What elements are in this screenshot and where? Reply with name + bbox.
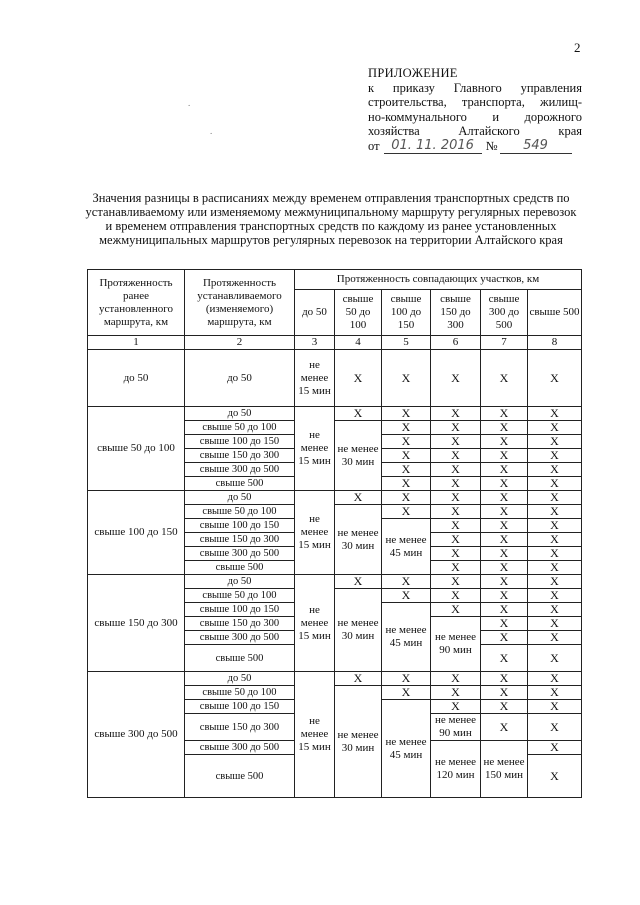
appendix-heading: ПРИЛОЖЕНИЕ xyxy=(368,66,458,80)
appendix-line: хозяйства Алтайского края xyxy=(368,124,582,138)
column-number: 7 xyxy=(481,336,528,350)
inner-label: до 50 xyxy=(185,350,295,407)
order-date-number-row xyxy=(368,139,582,154)
x-cell: Х xyxy=(481,645,528,672)
inner-label: свыше 300 до 500 xyxy=(185,741,295,755)
x-cell: Х xyxy=(431,350,481,407)
column-number: 3 xyxy=(295,336,335,350)
header-overlap-col: свыше 300 до 500 xyxy=(481,290,528,336)
x-cell: Х xyxy=(481,505,528,519)
x-cell: Х xyxy=(528,645,582,672)
inner-label: свыше 50 до 100 xyxy=(185,589,295,603)
x-cell: Х xyxy=(481,631,528,645)
x-cell: Х xyxy=(382,491,431,505)
appendix-line: но-коммунального и дорожного xyxy=(368,109,582,124)
time-cell: не менее 30 мин xyxy=(335,505,382,575)
x-cell: Х xyxy=(382,407,431,421)
time-cell: не менее 15 мин xyxy=(295,575,335,672)
x-cell: Х xyxy=(431,505,481,519)
header-overlap-col: до 50 xyxy=(295,290,335,336)
time-cell: не менее 15 мин xyxy=(295,407,335,491)
x-cell: Х xyxy=(528,421,582,435)
time-cell: не менее 90 мин xyxy=(431,714,481,741)
x-cell: Х xyxy=(382,589,431,603)
inner-label: свыше 300 до 500 xyxy=(185,631,295,645)
x-cell: Х xyxy=(481,700,528,714)
x-cell: Х xyxy=(481,350,528,407)
x-cell: Х xyxy=(528,463,582,477)
inner-label: свыше 300 до 500 xyxy=(185,547,295,561)
x-cell: Х xyxy=(431,519,481,533)
from-label: от xyxy=(368,139,380,153)
x-cell: Х xyxy=(382,463,431,477)
x-cell: Х xyxy=(481,575,528,589)
time-cell: не менее 15 мин xyxy=(295,350,335,407)
group-label: свыше 300 до 500 xyxy=(88,672,185,798)
time-cell: не менее 45 мин xyxy=(382,700,431,798)
x-cell: Х xyxy=(431,575,481,589)
number-label: № xyxy=(485,139,498,153)
x-cell: Х xyxy=(528,700,582,714)
x-cell: Х xyxy=(528,435,582,449)
column-number: 8 xyxy=(528,336,582,350)
x-cell: Х xyxy=(431,561,481,575)
x-cell: Х xyxy=(528,617,582,631)
inner-label: свыше 500 xyxy=(185,477,295,491)
inner-label: свыше 150 до 300 xyxy=(185,449,295,463)
x-cell: Х xyxy=(431,421,481,435)
handwritten-date: 01. 11. 2016 xyxy=(384,139,482,154)
inner-label: до 50 xyxy=(185,575,295,589)
inner-label: свыше 500 xyxy=(185,561,295,575)
x-cell: Х xyxy=(528,449,582,463)
header-prev-route-length: Протяженность ранее установленного маршрута, км xyxy=(88,270,185,336)
x-cell: Х xyxy=(528,547,582,561)
x-cell: Х xyxy=(481,714,528,741)
time-cell: не менее 150 мин xyxy=(481,741,528,798)
x-cell: Х xyxy=(431,700,481,714)
x-cell: Х xyxy=(528,603,582,617)
x-cell: Х xyxy=(335,350,382,407)
inner-label: свыше 500 xyxy=(185,755,295,798)
header-overlap-col: свыше 50 до 100 xyxy=(335,290,382,336)
x-cell: Х xyxy=(528,575,582,589)
inner-label: свыше 100 до 150 xyxy=(185,435,295,449)
x-cell: Х xyxy=(528,477,582,491)
x-cell: Х xyxy=(382,686,431,700)
group-label: свыше 100 до 150 xyxy=(88,491,185,575)
time-cell: не менее 45 мин xyxy=(382,603,431,672)
inner-label: свыше 100 до 150 xyxy=(185,700,295,714)
x-cell: Х xyxy=(481,421,528,435)
inner-label: свыше 100 до 150 xyxy=(185,603,295,617)
x-cell: Х xyxy=(528,741,582,755)
x-cell: Х xyxy=(528,561,582,575)
time-cell: не менее 30 мин xyxy=(335,421,382,491)
group-label: свыше 150 до 300 xyxy=(88,575,185,672)
x-cell: Х xyxy=(528,714,582,741)
x-cell: Х xyxy=(528,533,582,547)
schedule-difference-table xyxy=(87,269,582,798)
x-cell: Х xyxy=(382,435,431,449)
x-cell: Х xyxy=(335,672,382,686)
group-label: до 50 xyxy=(88,350,185,407)
handwritten-number: 549 xyxy=(500,139,572,154)
time-cell: не менее 15 мин xyxy=(295,491,335,575)
group-label: свыше 50 до 100 xyxy=(88,407,185,491)
x-cell: Х xyxy=(528,407,582,421)
inner-label: свыше 100 до 150 xyxy=(185,519,295,533)
column-number: 2 xyxy=(185,336,295,350)
inner-label: до 50 xyxy=(185,407,295,421)
x-cell: Х xyxy=(481,617,528,631)
x-cell: Х xyxy=(528,350,582,407)
inner-label: свыше 50 до 100 xyxy=(185,686,295,700)
x-cell: Х xyxy=(481,547,528,561)
x-cell: Х xyxy=(481,533,528,547)
x-cell: Х xyxy=(528,672,582,686)
x-cell: Х xyxy=(481,672,528,686)
appendix-line: к приказу Главного управления xyxy=(368,80,582,95)
x-cell: Х xyxy=(431,477,481,491)
x-cell: Х xyxy=(481,603,528,617)
x-cell: Х xyxy=(431,603,481,617)
page-number: 2 xyxy=(574,40,581,55)
x-cell: Х xyxy=(481,561,528,575)
inner-label: до 50 xyxy=(185,672,295,686)
x-cell: Х xyxy=(528,686,582,700)
time-cell: не менее 30 мин xyxy=(335,589,382,672)
appendix-line: строительства, транспорта, жилищ- xyxy=(368,95,582,109)
x-cell: Х xyxy=(528,505,582,519)
x-cell: Х xyxy=(528,589,582,603)
inner-label: свыше 500 xyxy=(185,645,295,672)
x-cell: Х xyxy=(431,533,481,547)
header-overlap-col: свыше 100 до 150 xyxy=(382,290,431,336)
time-cell: не менее 30 мин xyxy=(335,686,382,798)
inner-label: свыше 50 до 100 xyxy=(185,505,295,519)
x-cell: Х xyxy=(481,435,528,449)
x-cell: Х xyxy=(431,672,481,686)
x-cell: Х xyxy=(481,519,528,533)
column-number: 1 xyxy=(88,336,185,350)
x-cell: Х xyxy=(382,575,431,589)
stray-mark: . xyxy=(188,98,191,108)
x-cell: Х xyxy=(431,449,481,463)
time-cell: не менее 120 мин xyxy=(431,741,481,798)
column-number: 6 xyxy=(431,336,481,350)
x-cell: Х xyxy=(481,491,528,505)
x-cell: Х xyxy=(528,519,582,533)
x-cell: Х xyxy=(481,477,528,491)
x-cell: Х xyxy=(431,491,481,505)
time-cell: не менее 15 мин xyxy=(295,672,335,798)
x-cell: Х xyxy=(382,477,431,491)
x-cell: Х xyxy=(335,575,382,589)
x-cell: Х xyxy=(335,407,382,421)
document-title: Значения разницы в расписаниях между временем отправления транспортных средств по устанавливаемому или изменяемому межмуниципальному маршруту регулярных перевозок и временем отправления транспортных средств по каждому из ранее установленных межмуниципальных маршрутов регулярных перевозок на территории Алтайского края xyxy=(85,191,577,247)
column-number: 5 xyxy=(382,336,431,350)
x-cell: Х xyxy=(382,672,431,686)
x-cell: Х xyxy=(335,491,382,505)
time-cell: не менее 90 мин xyxy=(431,617,481,672)
x-cell: Х xyxy=(382,505,431,519)
x-cell: Х xyxy=(382,449,431,463)
inner-label: свыше 150 до 300 xyxy=(185,714,295,741)
header-new-route-length: Протяженность устанавливаемого (изменяемого) маршрута, км xyxy=(185,270,295,336)
header-overlap-length: Протяженность совпадающих участков, км xyxy=(295,270,582,290)
x-cell: Х xyxy=(431,407,481,421)
header-overlap-col: свыше 150 до 300 xyxy=(431,290,481,336)
x-cell: Х xyxy=(431,547,481,561)
x-cell: Х xyxy=(431,463,481,477)
inner-label: свыше 50 до 100 xyxy=(185,421,295,435)
inner-label: до 50 xyxy=(185,491,295,505)
x-cell: Х xyxy=(481,407,528,421)
x-cell: Х xyxy=(382,350,431,407)
x-cell: Х xyxy=(431,686,481,700)
inner-label: свыше 300 до 500 xyxy=(185,463,295,477)
x-cell: Х xyxy=(481,686,528,700)
inner-label: свыше 150 до 300 xyxy=(185,617,295,631)
appendix-block xyxy=(368,66,582,154)
x-cell: Х xyxy=(382,421,431,435)
column-number: 4 xyxy=(335,336,382,350)
x-cell: Х xyxy=(431,435,481,449)
x-cell: Х xyxy=(528,631,582,645)
x-cell: Х xyxy=(528,755,582,798)
header-overlap-col: свыше 500 xyxy=(528,290,582,336)
x-cell: Х xyxy=(481,589,528,603)
x-cell: Х xyxy=(528,491,582,505)
x-cell: Х xyxy=(481,463,528,477)
time-cell: не менее 45 мин xyxy=(382,519,431,575)
stray-mark: . xyxy=(210,126,213,136)
inner-label: свыше 150 до 300 xyxy=(185,533,295,547)
x-cell: Х xyxy=(431,589,481,603)
x-cell: Х xyxy=(481,449,528,463)
